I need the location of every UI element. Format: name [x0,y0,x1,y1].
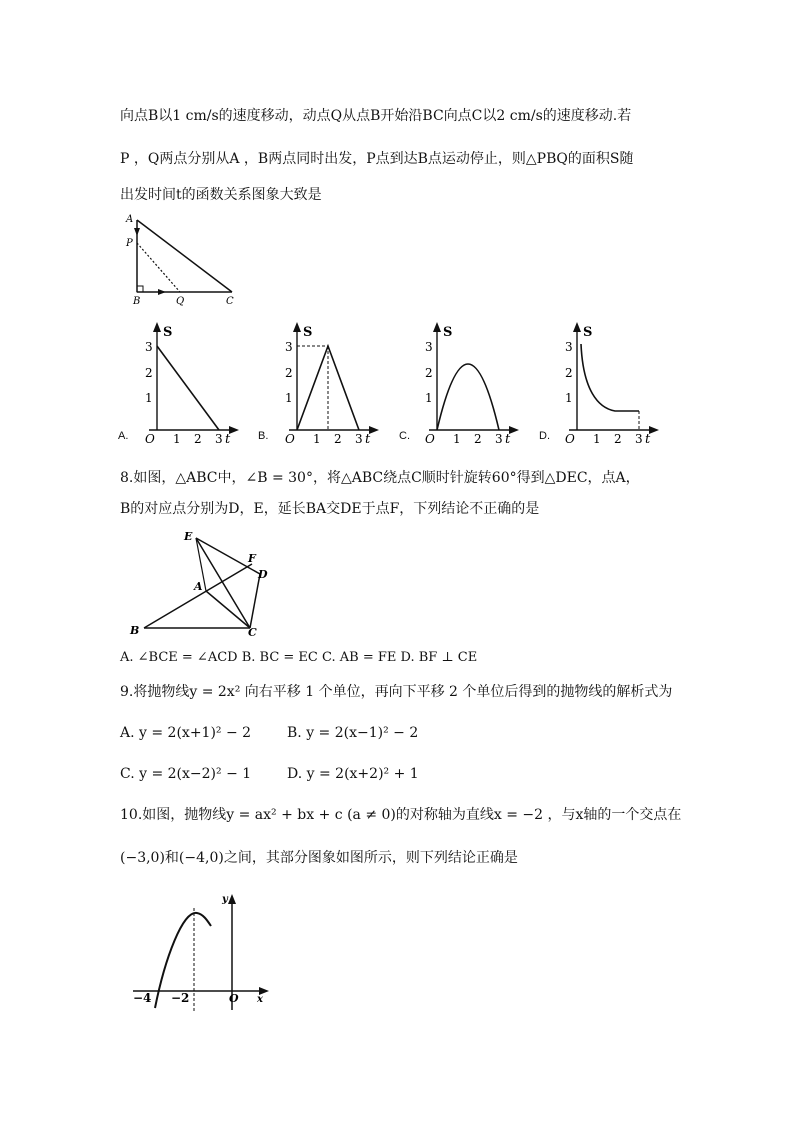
origin: O [565,432,575,446]
tick-x3: 3 [215,432,223,446]
label-A: A [194,580,203,593]
axis-s: S [443,325,453,340]
graph-option-d [553,320,663,445]
label-A: A [126,214,134,225]
q9-option-a: A. y = 2(x+1)² − 2 [120,725,252,741]
tick-y3: 3 [285,340,293,354]
tick-x3: 3 [635,432,643,446]
tick-y1: 1 [425,391,433,405]
choice-label-a: A. [118,430,129,442]
label-F: F [248,552,256,565]
tick-x1: 1 [313,432,321,446]
q9-option-d: D. y = 2(x+2)² + 1 [287,766,419,782]
tick-y1: 1 [145,391,153,405]
axis-t: t [645,432,651,447]
q10-text-line-1: 10.如图，抛物线y = ax² + bx + c (a ≠ 0)的对称轴为直线x = −2 ，与x轴的一个交点在 [120,807,682,823]
label-minus-2: −2 [171,991,190,1005]
tick-x3: 3 [355,432,363,446]
axis-x: x [257,994,263,1005]
parabola-figure [125,888,275,1018]
triangle-figure [120,210,250,305]
axis-s: S [583,325,593,340]
q9-text-line-1: 9.将抛物线y = 2x² 向右平移 1 个单位，再向下平移 2 个单位后得到的抛物线的解析式为 [120,684,673,700]
q8-text-line-2: B的对应点分别为D，E，延长BA交DE于点F，下列结论不正确的是 [120,501,540,517]
tick-y2: 2 [425,366,433,380]
rotation-figure [120,528,280,643]
q9-option-c: C. y = 2(x−2)² − 1 [120,766,252,782]
axis-y: y [222,894,228,905]
tick-x2: 2 [194,432,202,446]
q8-text-line-1: 8.如图，△ABC中，∠B = 30°，将△ABC绕点C顺时针旋转60°得到△DEC，点A， [120,470,640,486]
choice-label-c: C. [399,430,410,442]
axis-s: S [163,325,173,340]
q10-text-line-2: (−3,0)和(−4,0)之间，其部分图象如图所示，则下列结论正确是 [120,850,518,866]
tick-y2: 2 [285,366,293,380]
graph-option-c [413,320,523,445]
tick-x3: 3 [495,432,503,446]
axis-t: t [225,432,231,447]
axis-s: S [303,325,313,340]
axis-t: t [505,432,511,447]
label-Q: Q [176,296,185,307]
label-B: B [133,296,141,307]
tick-x2: 2 [474,432,482,446]
tick-y2: 2 [145,366,153,380]
label-C: C [226,296,234,307]
graph-option-b [273,320,383,445]
graph-option-a [133,320,243,445]
tick-y2: 2 [565,366,573,380]
tick-x2: 2 [334,432,342,446]
label-P: P [126,238,133,249]
choice-label-b: B. [258,430,269,442]
origin: O [285,432,295,446]
q7-text-line-1: 向点B以1 cm/s的速度移动，动点Q从点B开始沿BC向点C以2 cm/s的速度移动.若 [120,108,632,124]
q7-text-line-3: 出发时间t的函数关系图象大致是 [120,187,322,203]
label-minus-4: −4 [133,991,152,1005]
origin: O [145,432,155,446]
tick-y1: 1 [285,391,293,405]
q9-option-b: B. y = 2(x−1)² − 2 [287,725,419,741]
tick-x1: 1 [593,432,601,446]
tick-y3: 3 [425,340,433,354]
choice-label-d: D. [539,430,550,442]
label-B: B [130,624,140,637]
tick-x2: 2 [614,432,622,446]
q8-options: A. ∠BCE = ∠ACD B. BC = EC C. AB = FE D. BF ⊥ CE [120,650,478,665]
tick-x1: 1 [173,432,181,446]
label-D: D [258,568,268,581]
axis-t: t [365,432,371,447]
tick-y3: 3 [565,340,573,354]
label-origin: O [229,992,239,1005]
tick-y1: 1 [565,391,573,405]
q7-text-line-2: P ，Q两点分别从A ，B两点同时出发，P点到达B点运动停止，则△PBQ的面积S随 [120,151,634,167]
label-E: E [184,530,193,543]
label-C: C [248,626,257,639]
tick-x1: 1 [453,432,461,446]
tick-y3: 3 [145,340,153,354]
origin: O [425,432,435,446]
